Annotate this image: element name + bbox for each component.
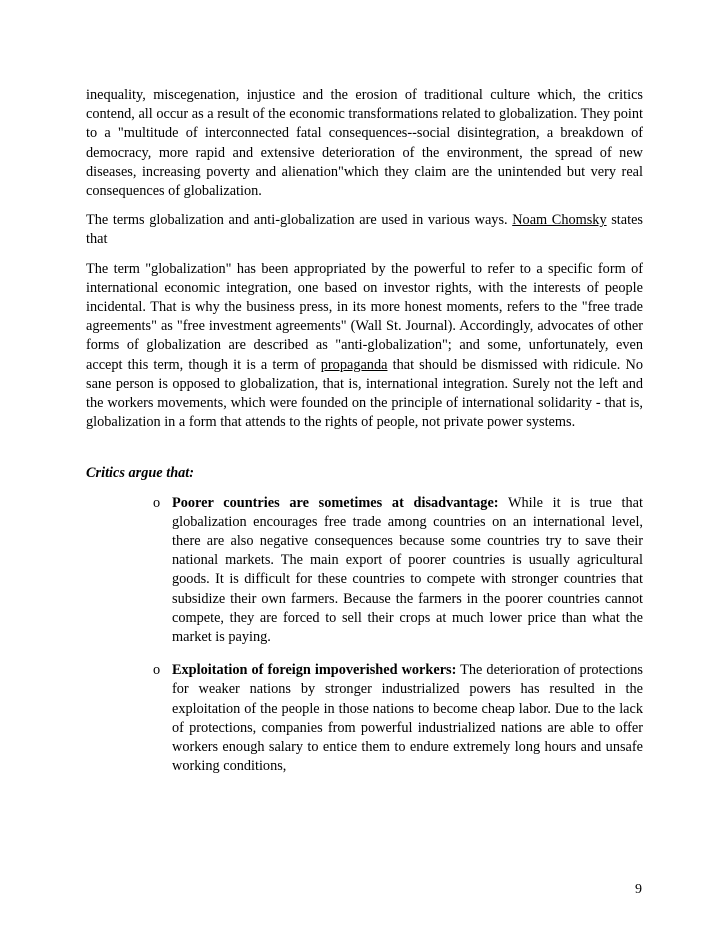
noam-chomsky-link[interactable]: Noam Chomsky (512, 212, 607, 229)
list-item-exploitation (86, 661, 643, 776)
chomsky-quote-text-end: that should be dismissed with ridicule. No sane person is opposed to globalization, that is, international integration. Surely not the left and the workers movements, which were founded on the principle of international solidarity - that is, globalization in a form that attends to the rights of people, not private power systems. (86, 356, 643, 431)
critics-list (86, 494, 643, 777)
critics-heading: Critics argue that: (86, 465, 195, 482)
page-number: 9 (635, 882, 642, 897)
list-item-title: Poorer countries are sometimes at disadvantage: (172, 494, 499, 511)
list-item-text: While it is true that globalization encourages free trade among countries on an international level, there are also negative consequences because some countries try to save their national markets. The main export of poorer countries is usually agricultural goods. It is difficult for these countries to compete with stronger countries that subsidize their own farmers. Because the farmers in the poorer countries cannot compete, they are forced to sell their crops at much lower price than what the market is paying. (172, 494, 643, 646)
bullet-marker-icon: o (153, 494, 161, 511)
chomsky-quote (86, 260, 643, 433)
paragraph-terms-text-end: states that (86, 212, 644, 248)
propaganda-link[interactable]: propaganda (320, 356, 388, 373)
paragraph-terms-text: The terms globalization and anti-globalization are used in various ways. (86, 212, 513, 229)
paragraph-globalization-critics: inequality, miscegenation, injustice and the erosion of traditional culture which, the critics contend, all occur as a result of the economic transformations related to globalization. They point to a "multitude of interconnected fatal consequences--social disintegration, a breakdown of democracy, more rapid and extensive deterioration of the environment, the spread of new diseases, increasing poverty and alienation"which they claim are the unintended but very real consequences of globalization. (86, 87, 643, 200)
paragraph-terms (86, 211, 643, 249)
list-item-poorer-countries (86, 494, 643, 648)
list-item-text: The deterioration of protections for weaker nations by stronger industrialized powers has resulted in the exploitation of the people in those nations to become cheap labor. Due to the lack of protections, companies from powerful industrialized nations are able to offer workers enough salary to entice them to endure extremely long hours and unsafe working conditions, (172, 662, 644, 775)
chomsky-quote-text: The term "globalization" has been appropriated by the powerful to refer to a specific form of international economic integration, one based on investor rights, with the interests of people incidental. That is why the business press, in its more honest moments, refers to the "free trade agreements" as "free investment agreements" (Wall St. Journal). Accordingly, advocates of other forms of globalization are described as "anti-globalization"; and some, unfortunately, even accept this term, though it is a term of (86, 260, 643, 373)
page-content (86, 86, 643, 777)
list-item-title: Exploitation of foreign impoverished workers: (172, 662, 457, 679)
bullet-marker-icon: o (153, 662, 161, 679)
